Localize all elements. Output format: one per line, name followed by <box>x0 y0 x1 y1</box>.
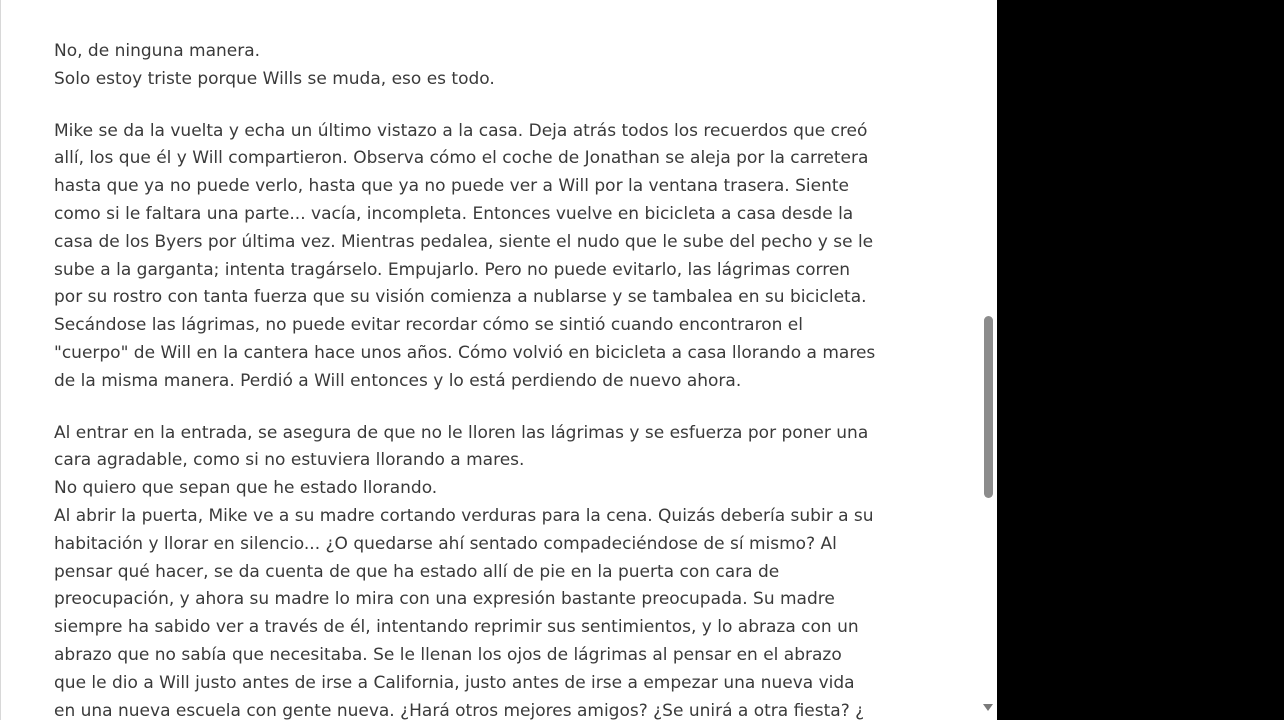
scroll-down-arrow-icon[interactable] <box>983 704 993 711</box>
text-line: que le dio a Will justo antes de irse a California, justo antes de irse a empezar una nueva vida <box>54 672 855 693</box>
text-line: preocupación, y ahora su madre lo mira con una expresión bastante preocupada. Su madre <box>54 589 835 610</box>
text-line: casa de los Byers por última vez. Mientras pedalea, siente el nudo que le sube del pecho y se le <box>54 231 874 252</box>
text-line: hasta que ya no puede verlo, hasta que ya no puede ver a Will por la ventana trasera. Siente <box>54 176 849 197</box>
text-line: siempre ha sabido ver a través de él, intentando reprimir sus sentimientos, y lo abraza con un <box>54 617 859 638</box>
text-line: allí, los que él y Will compartieron. Observa cómo el coche de Jonathan se aleja por la carretera <box>54 148 869 169</box>
text-line: habitación y llorar en silencio... ¿O quedarse ahí sentado compadeciéndose de sí mismo? Al <box>54 533 837 554</box>
text-line: No, de ninguna manera. <box>54 41 261 61</box>
paragraph-1 <box>54 38 934 94</box>
text-line: abrazo que no sabía que necesitaba. Se le llenan los ojos de lágrimas al pensar en el abrazo <box>54 644 842 665</box>
text-line: Al abrir la puerta, Mike ve a su madre cortando verduras para la cena. Quizás debería subir a su <box>54 505 874 526</box>
text-line: en una nueva escuela con gente nueva. ¿Hará otros mejores amigos? ¿Se unirá a otra fiesta? ¿ <box>54 700 865 720</box>
text-line: Mike se da la vuelta y echa un último vistazo a la casa. Deja atrás todos los recuerdos que creó <box>54 120 868 141</box>
paragraph-3 <box>54 420 934 720</box>
text-line: sube a la garganta; intenta tragárselo. Empujarlo. Pero no puede evitarlo, las lágrimas corren <box>54 259 851 280</box>
text-line: de la misma manera. Perdió a Will entonces y lo está perdiendo de nuevo ahora. <box>54 370 742 391</box>
text-line: Secándose las lágrimas, no puede evitar recordar cómo se sintió cuando encontraron el <box>54 315 803 336</box>
text-line: Solo estoy triste porque Wills se muda, eso es todo. <box>54 68 495 89</box>
story-content <box>54 38 934 720</box>
empty-side-panel <box>997 0 1284 720</box>
paragraph-2 <box>54 118 934 396</box>
text-line: No quiero que sepan que he estado llorando. <box>54 478 438 499</box>
text-line: Al entrar en la entrada, se asegura de que no le lloren las lágrimas y se esfuerza por poner una <box>54 422 869 443</box>
text-line: como si le faltara una parte... vacía, incompleta. Entonces vuelve en bicicleta a casa desde la <box>54 203 854 224</box>
text-line: cara agradable, como si no estuviera llorando a mares. <box>54 450 525 471</box>
text-line: por su rostro con tanta fuerza que su visión comienza a nublarse y se tambalea en su bicicleta. <box>54 287 867 308</box>
scrollbar-thumb[interactable] <box>984 316 993 498</box>
text-line: pensar qué hacer, se da cuenta de que ha estado allí de pie en la puerta con cara de <box>54 561 780 582</box>
text-line: "cuerpo" de Will en la cantera hace unos años. Cómo volvió en bicicleta a casa llorando a mares <box>54 342 876 363</box>
